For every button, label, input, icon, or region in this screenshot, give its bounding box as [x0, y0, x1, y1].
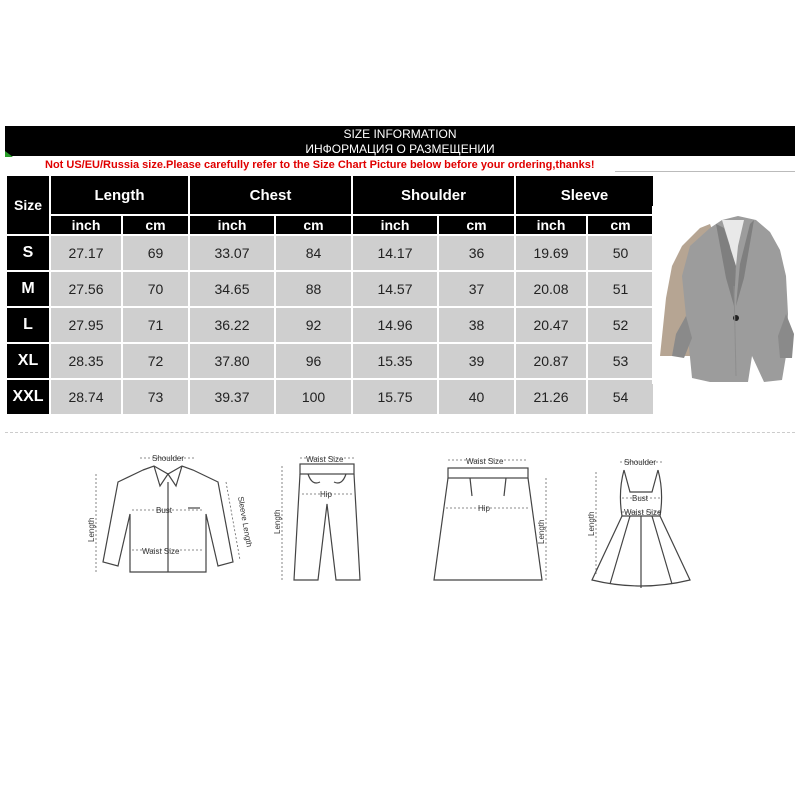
table-cell: 88	[276, 272, 351, 306]
group-header-sleeve: Sleeve	[516, 176, 653, 214]
table-cell: 15.75	[353, 380, 437, 414]
size-notice: Not US/EU/Russia size.Please carefully refer to the Size Chart Picture below before your ordering,thanks!	[45, 159, 595, 171]
table-cell: 37.80	[190, 344, 274, 378]
table-cell: 27.95	[51, 308, 121, 342]
blazer-photo	[652, 206, 795, 384]
bust-label: Bust	[632, 494, 649, 503]
table-cell: 14.57	[353, 272, 437, 306]
table-cell: 20.87	[516, 344, 586, 378]
divider-line	[615, 171, 795, 172]
shirt-diagram	[87, 452, 254, 592]
header-title: SIZE INFORMATION	[343, 127, 457, 141]
unit-header: cm	[276, 216, 351, 234]
table-cell: 92	[276, 308, 351, 342]
table-row	[7, 380, 653, 414]
unit-header: inch	[190, 216, 274, 234]
table-row	[7, 272, 653, 306]
table-cell: 38	[439, 308, 514, 342]
size-chart-table	[5, 174, 655, 416]
dress-diagram	[582, 452, 700, 592]
length-label: Length	[273, 509, 282, 534]
table-cell: 50	[588, 236, 653, 270]
shoulder-label: Shoulder	[624, 458, 657, 467]
row-size-label: XXL	[7, 380, 49, 414]
table-cell: 72	[123, 344, 188, 378]
table-row	[7, 308, 653, 342]
header-subtitle: ИНФОРМАЦИЯ О РАЗМЕЩЕНИИ	[305, 142, 495, 156]
table-cell: 51	[588, 272, 653, 306]
table-cell: 96	[276, 344, 351, 378]
table-cell: 34.65	[190, 272, 274, 306]
length-label: Length	[537, 519, 546, 544]
table-cell: 71	[123, 308, 188, 342]
unit-header: cm	[123, 216, 188, 234]
group-header-shoulder: Shoulder	[353, 176, 514, 214]
table-cell: 70	[123, 272, 188, 306]
table-cell: 21.26	[516, 380, 586, 414]
hip-label: Hip	[478, 504, 491, 513]
table-cell: 73	[123, 380, 188, 414]
length-label: Length	[587, 511, 596, 536]
corner-mark	[5, 151, 13, 157]
waist-label: Waist Size	[466, 457, 504, 466]
table-cell: 39.37	[190, 380, 274, 414]
unit-header: cm	[439, 216, 514, 234]
table-cell: 14.17	[353, 236, 437, 270]
table-cell: 20.47	[516, 308, 586, 342]
unit-header: inch	[51, 216, 121, 234]
row-size-label: M	[7, 272, 49, 306]
group-header-chest: Chest	[190, 176, 351, 214]
table-cell: 69	[123, 236, 188, 270]
unit-header: inch	[516, 216, 586, 234]
table-cell: 19.69	[516, 236, 586, 270]
pants-diagram	[268, 452, 378, 592]
table-cell: 53	[588, 344, 653, 378]
waist-label: Waist Size	[306, 455, 344, 464]
row-size-label: L	[7, 308, 49, 342]
bust-label: Bust	[156, 506, 173, 515]
waist-label: Waist Size	[624, 508, 662, 517]
shoulder-label: Shoulder	[152, 454, 185, 463]
table-cell: 84	[276, 236, 351, 270]
size-info-header	[5, 126, 795, 156]
table-cell: 100	[276, 380, 351, 414]
group-header-length: Length	[51, 176, 188, 214]
row-size-label: XL	[7, 344, 49, 378]
table-row	[7, 236, 653, 270]
length-label: Length	[87, 517, 96, 542]
table-cell: 14.96	[353, 308, 437, 342]
size-header: Size	[7, 176, 49, 234]
table-cell: 27.17	[51, 236, 121, 270]
table-cell: 27.56	[51, 272, 121, 306]
section-divider	[5, 432, 795, 433]
table-cell: 36	[439, 236, 514, 270]
sleeve-length-label: Sleeve Length	[236, 495, 254, 548]
table-cell: 40	[439, 380, 514, 414]
table-cell: 33.07	[190, 236, 274, 270]
hip-label: Hip	[320, 490, 333, 499]
unit-header: inch	[353, 216, 437, 234]
table-cell: 54	[588, 380, 653, 414]
table-cell: 37	[439, 272, 514, 306]
table-cell: 36.22	[190, 308, 274, 342]
table-cell: 52	[588, 308, 653, 342]
skirt-diagram	[418, 452, 558, 592]
row-size-label: S	[7, 236, 49, 270]
unit-header: cm	[588, 216, 653, 234]
table-cell: 39	[439, 344, 514, 378]
table-row	[7, 344, 653, 378]
waist-label: Waist Size	[142, 547, 180, 556]
table-cell: 28.35	[51, 344, 121, 378]
table-cell: 28.74	[51, 380, 121, 414]
table-cell: 15.35	[353, 344, 437, 378]
table-cell: 20.08	[516, 272, 586, 306]
